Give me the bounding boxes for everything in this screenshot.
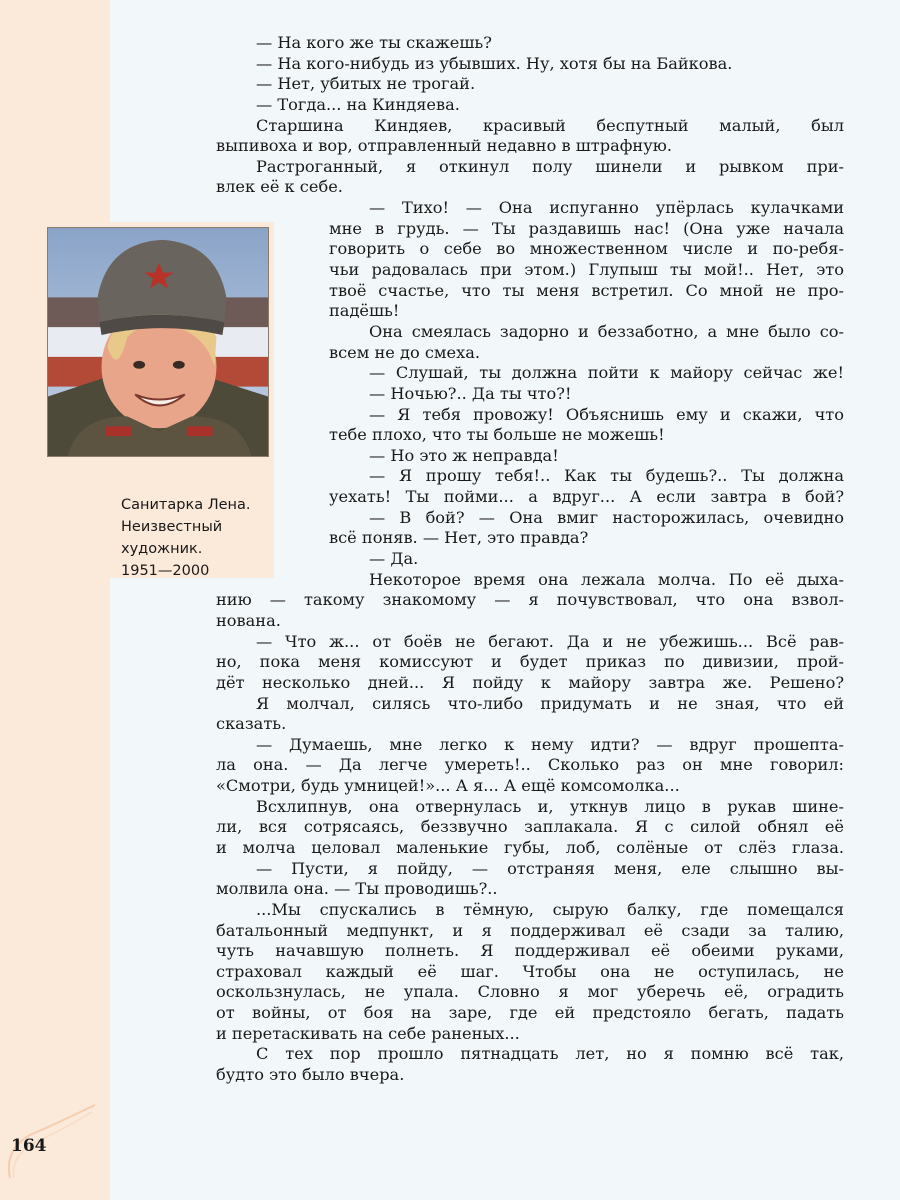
text-line: нована. <box>216 610 281 630</box>
text-line: ...Мы спускались в тёмную, сырую балку, где помещался <box>256 899 844 919</box>
text-line: молвила она. — Ты проводишь?.. <box>216 879 498 899</box>
text-line: будто это было вчера. <box>216 1065 405 1085</box>
text-line: — На кого же ты скажешь? <box>256 33 492 52</box>
text-line: от войны, от боя на заре, где ей предстояло бегать, падать <box>216 1003 844 1023</box>
text-line: Некоторое время она лежала молча. По её дыха- <box>369 569 844 589</box>
text-line: тебе плохо, что ты больше не можешь! <box>329 425 665 445</box>
text-line: сказать. <box>216 714 287 734</box>
text-line: выпивоха и вор, отправленный недавно в штрафную. <box>216 136 672 156</box>
text-line: — Что ж... от боёв не бегают. Да и не убежишь... Всё рав- <box>256 631 844 651</box>
text-line: но, пока меня комиссуют и будет приказ по дивизии, прой- <box>216 652 844 672</box>
text-line: уехать! Ты пойми... а вдруг... А если завтра в бой? <box>329 487 844 507</box>
text-line: всем не до смеха. <box>329 342 481 362</box>
text-line: всё поняв. — Нет, это правда? <box>329 528 589 548</box>
text-line: страховал каждый её шаг. Чтобы она не оступилась, не <box>216 961 844 981</box>
text-line: — Слушай, ты должна пойти к майору сейчас же! <box>369 363 844 383</box>
text-line: — Пусти, я пойду, — отстраняя меня, еле слышно вы- <box>256 858 844 878</box>
text-line: «Смотри, будь умницей!»... А я... А ещё комсомолка... <box>216 776 680 796</box>
text-line: падёшь! <box>329 301 400 321</box>
text-line: — Тогда... на Киндяева. <box>256 94 460 114</box>
text-line: — На кого-нибудь из убывших. Ну, хотя бы на Байкова. <box>256 53 733 73</box>
text-line: — Я тебя провожу! Объяснишь ему и скажи, что <box>369 404 844 424</box>
text-line: ли, вся сотрясаясь, беззвучно заплакала. Я с силой обнял её <box>216 817 844 837</box>
caption-line: 1951—2000 <box>121 563 210 579</box>
text-line: Она смеялась задорно и беззаботно, а мне было со- <box>369 321 844 341</box>
text-line: твоё счастье, что ты меня встретил. Со мной не про- <box>329 280 844 300</box>
text-line: Старшина Киндяев, красивый беспутный малый, был <box>256 115 844 135</box>
text-line: влек её к себе. <box>216 177 343 197</box>
text-line: — Нет, убитых не трогай. <box>256 74 476 94</box>
caption-line: Неизвестный <box>121 519 223 535</box>
text-line: — Но это ж неправда! <box>369 445 559 465</box>
text-line: говорить о себе во множественном числе и по-ребя- <box>329 239 844 259</box>
text-line: мне в грудь. — Ты раздавишь нас! (Она уже начала <box>329 218 844 238</box>
text-line: чьи радовалась при этом.) Глупыш ты мой!.. Нет, это <box>329 260 844 280</box>
story-text <box>216 33 844 1086</box>
text-line: Всхлипнув, она отвернулась и, уткнув лицо в рукав шине- <box>256 796 844 816</box>
text-line: Растроганный, я откинул полу шинели и рывком при- <box>256 156 844 176</box>
page-margin <box>0 0 110 1200</box>
text-line: дёт несколько дней... Я пойду к майору завтра же. Решено? <box>216 672 844 692</box>
text-line: оскользнулась, не упала. Словно я мог уберечь её, оградить <box>216 982 844 1002</box>
text-line: — Да. <box>369 549 419 569</box>
text-line: — Ночью?.. Да ты что?! <box>369 383 572 403</box>
caption-line: Санитарка Лена. <box>121 497 251 513</box>
text-line: — Тихо! — Она испуганно упёрлась кулачками <box>369 198 844 218</box>
text-line: — Думаешь, мне легко к нему идти? — вдруг прошепта- <box>256 734 844 754</box>
text-line: С тех пор прошло пятнадцать лет, но я помню всё так, <box>256 1044 844 1064</box>
text-line: и молча целовал маленькие губы, лоб, солёные от слёз глаза. <box>216 837 844 857</box>
text-line: и перетаскивать на себе раненых... <box>216 1023 520 1043</box>
text-line: нию — такому знакомому — я почувствовал, что она взвол- <box>216 590 844 610</box>
text-line: батальонный медпункт, и я поддерживал её сзади за талию, <box>216 920 844 940</box>
text-line: — В бой? — Она вмиг насторожилась, очевидно <box>369 507 844 527</box>
text-line: — Я прошу тебя!.. Как ты будешь?.. Ты должна <box>369 466 844 486</box>
text-line: Я молчал, силясь что-либо придумать и не зная, что ей <box>256 693 844 713</box>
caption-line: художник. <box>121 541 203 557</box>
page-number: 164 <box>11 1136 47 1156</box>
text-line: ла она. — Да легче умереть!.. Сколько раз он мне говорил: <box>216 755 844 775</box>
text-line: чуть начавшую полнеть. Я поддерживал её обеими руками, <box>216 941 844 961</box>
